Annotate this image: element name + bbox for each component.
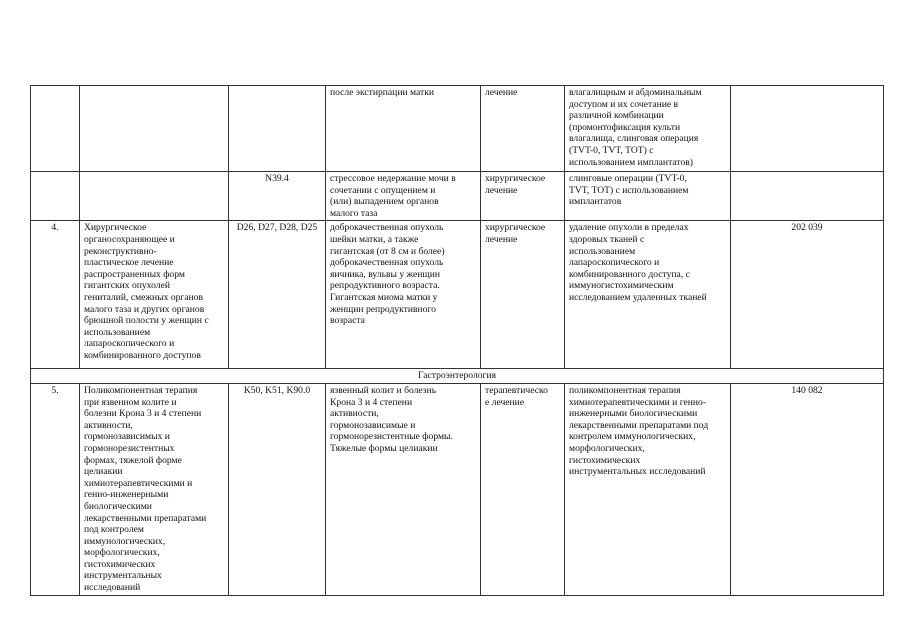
text-line: морфологических, (84, 547, 160, 559)
medical-services-table (30, 85, 884, 596)
treatment-type-cell (481, 221, 565, 369)
patient-model-cell (326, 221, 481, 369)
text-line: лечение (485, 233, 518, 245)
text-line: комбинированного доступа, с (569, 268, 690, 280)
text-line: яичника, вульвы у женщин (330, 268, 441, 280)
text-line: Гигантская миома матки у (330, 291, 438, 303)
table-row (31, 172, 884, 221)
section-title: Гастроэнтерология (31, 369, 884, 384)
service-name-cell (80, 172, 229, 221)
text-line: реконструктивно- (84, 245, 157, 257)
text-line: гистохимических (569, 454, 641, 466)
text-line: е лечение (485, 396, 525, 408)
text-line: малого таза (330, 207, 378, 219)
text-line: иммунологических, (84, 535, 166, 547)
text-line: использованием (84, 326, 151, 338)
table-body (31, 86, 884, 596)
text-line: химиотерапевтическими и генно- (569, 396, 707, 408)
text-line: женщин репродуктивного (330, 303, 436, 315)
text-line: Поликомпонентная терапия (84, 384, 198, 396)
text-line: имплантатов (569, 196, 622, 208)
text-line: влагалища, слинговая операция (569, 133, 699, 145)
text-line: инструментальных (84, 570, 162, 582)
text-line: исследованием удаленных тканей (569, 291, 707, 303)
text-line: лапароскопического и (84, 338, 175, 350)
text-line: лекарственными препаратами (84, 512, 207, 524)
icd-codes-cell: D26, D27, D28, D25 (229, 221, 326, 369)
text-line: (промонтофиксация культи (569, 121, 681, 133)
text-line: шейки матки, а также (330, 233, 419, 245)
text-line: Хирургическое (84, 222, 147, 234)
text-line: гистохимических (84, 558, 156, 570)
text-line: генно-инженерными (84, 489, 169, 501)
text-line: доброкачественная опухоль (330, 257, 444, 269)
text-line: инженерными биологическими (569, 408, 698, 420)
text-line: репродуктивного возраста. (330, 280, 440, 292)
text-line: лапароскопического и (569, 257, 660, 269)
text-line: Тяжелые формы целиакии (330, 442, 438, 454)
table-row (31, 86, 884, 172)
patient-model-cell (326, 86, 481, 172)
patient-model-cell (326, 383, 481, 595)
text-line: различной комбинации (569, 110, 664, 122)
text-line: Крона 3 и 4 степени (330, 396, 413, 408)
service-name-cell (80, 383, 229, 595)
text-line: стрессовое недержание мочи в (330, 173, 456, 184)
text-line: слинговые операции (TVT-0, (569, 173, 687, 184)
service-name-cell (80, 221, 229, 369)
text-line: биологическими (84, 500, 152, 512)
icd-codes-cell (229, 86, 326, 172)
row-number-cell (31, 86, 80, 172)
text-line: возраста (330, 315, 365, 327)
text-line: пластическое лечение (84, 257, 174, 269)
text-line: контролем иммунологических, (569, 431, 696, 443)
text-line: распространенных форм (84, 268, 185, 280)
treatment-method-cell (565, 172, 731, 221)
text-line: лекарственными препаратами под (569, 419, 709, 431)
text-line: влагалищным и абдоминальным (569, 87, 702, 98)
text-line: TVT, TOT) с использованием (569, 184, 689, 196)
text-line: исследований (84, 582, 141, 594)
text-line: гигантская (от 8 см и более) (330, 245, 445, 257)
text-line: гормонозависимые и (330, 419, 416, 431)
text-line: брюшной полости у женщин с (84, 315, 209, 327)
text-line: при язвенном колите и (84, 396, 177, 408)
text-line: удаление опухоли в пределах (569, 222, 689, 234)
service-name-cell (80, 86, 229, 172)
treatment-type-cell (481, 383, 565, 595)
text-line: инструментальных исследований (569, 466, 706, 478)
text-line: активности, (84, 419, 133, 431)
text-line: формах, тяжелой форме (84, 454, 182, 466)
treatment-method-cell (565, 221, 731, 369)
text-line: органосохраняющее и (84, 233, 175, 245)
text-line: иммуногистохимическим (569, 280, 674, 292)
text-line: малого таза и других органов (84, 303, 205, 315)
patient-model-cell (326, 172, 481, 221)
icd-codes-cell: K50, K51, K90.0 (229, 383, 326, 595)
text-line: активности, (330, 408, 379, 420)
cost-cell: 140 082 (731, 383, 884, 595)
text-line: гениталий, смежных органов (84, 291, 204, 303)
text-line: гормонорезистентные формы. (330, 431, 453, 443)
text-line: поликомпонентная терапия (569, 384, 681, 396)
text-line: (TVT-0, TVT, TOT) с (569, 144, 654, 156)
text-line: использованием (569, 245, 636, 257)
text-line: доброкачественная опухоль (330, 222, 444, 234)
text-line: под контролем (84, 524, 144, 536)
text-line: гормонорезистентных (84, 442, 175, 454)
text-line: (или) выпадением органов (330, 196, 439, 208)
text-line: комбинированного доступов (84, 349, 201, 361)
treatment-method-cell (565, 86, 731, 172)
text-line: гормонозависимых и (84, 431, 170, 443)
row-number-cell: 5. (31, 383, 80, 595)
text-line: целиакии (84, 466, 123, 478)
text-line: терапевтическо (485, 384, 548, 396)
text-line: морфологических, (569, 442, 645, 454)
text-line: лечение (485, 184, 518, 196)
cost-cell: 202 039 (731, 221, 884, 369)
text-line: здоровых тканей с (569, 233, 645, 245)
text-line: хирургическое (485, 222, 546, 234)
text-line: сочетании с опущением и (330, 184, 436, 196)
table-row (31, 383, 884, 595)
text-line: химиотерапевтическими и (84, 477, 193, 489)
cost-cell (731, 86, 884, 172)
treatment-type-cell (481, 86, 565, 172)
table-row (31, 221, 884, 369)
section-row (31, 369, 884, 384)
text-line: после экстирпации матки (330, 87, 434, 98)
text-line: хирургическое (485, 173, 546, 184)
icd-codes-cell: N39.4 (229, 172, 326, 221)
treatment-method-cell (565, 383, 731, 595)
text-line: лечение (485, 87, 518, 98)
text-line: гигантских опухолей (84, 280, 170, 292)
text-line: язвенный колит и болезнь (330, 384, 437, 396)
row-number-cell: 4. (31, 221, 80, 369)
text-line: использованием имплантатов) (569, 156, 693, 168)
text-line: доступом и их сочетание в (569, 98, 679, 110)
row-number-cell (31, 172, 80, 221)
text-line: болезни Крона 3 и 4 степени (84, 408, 202, 420)
cost-cell (731, 172, 884, 221)
treatment-type-cell (481, 172, 565, 221)
